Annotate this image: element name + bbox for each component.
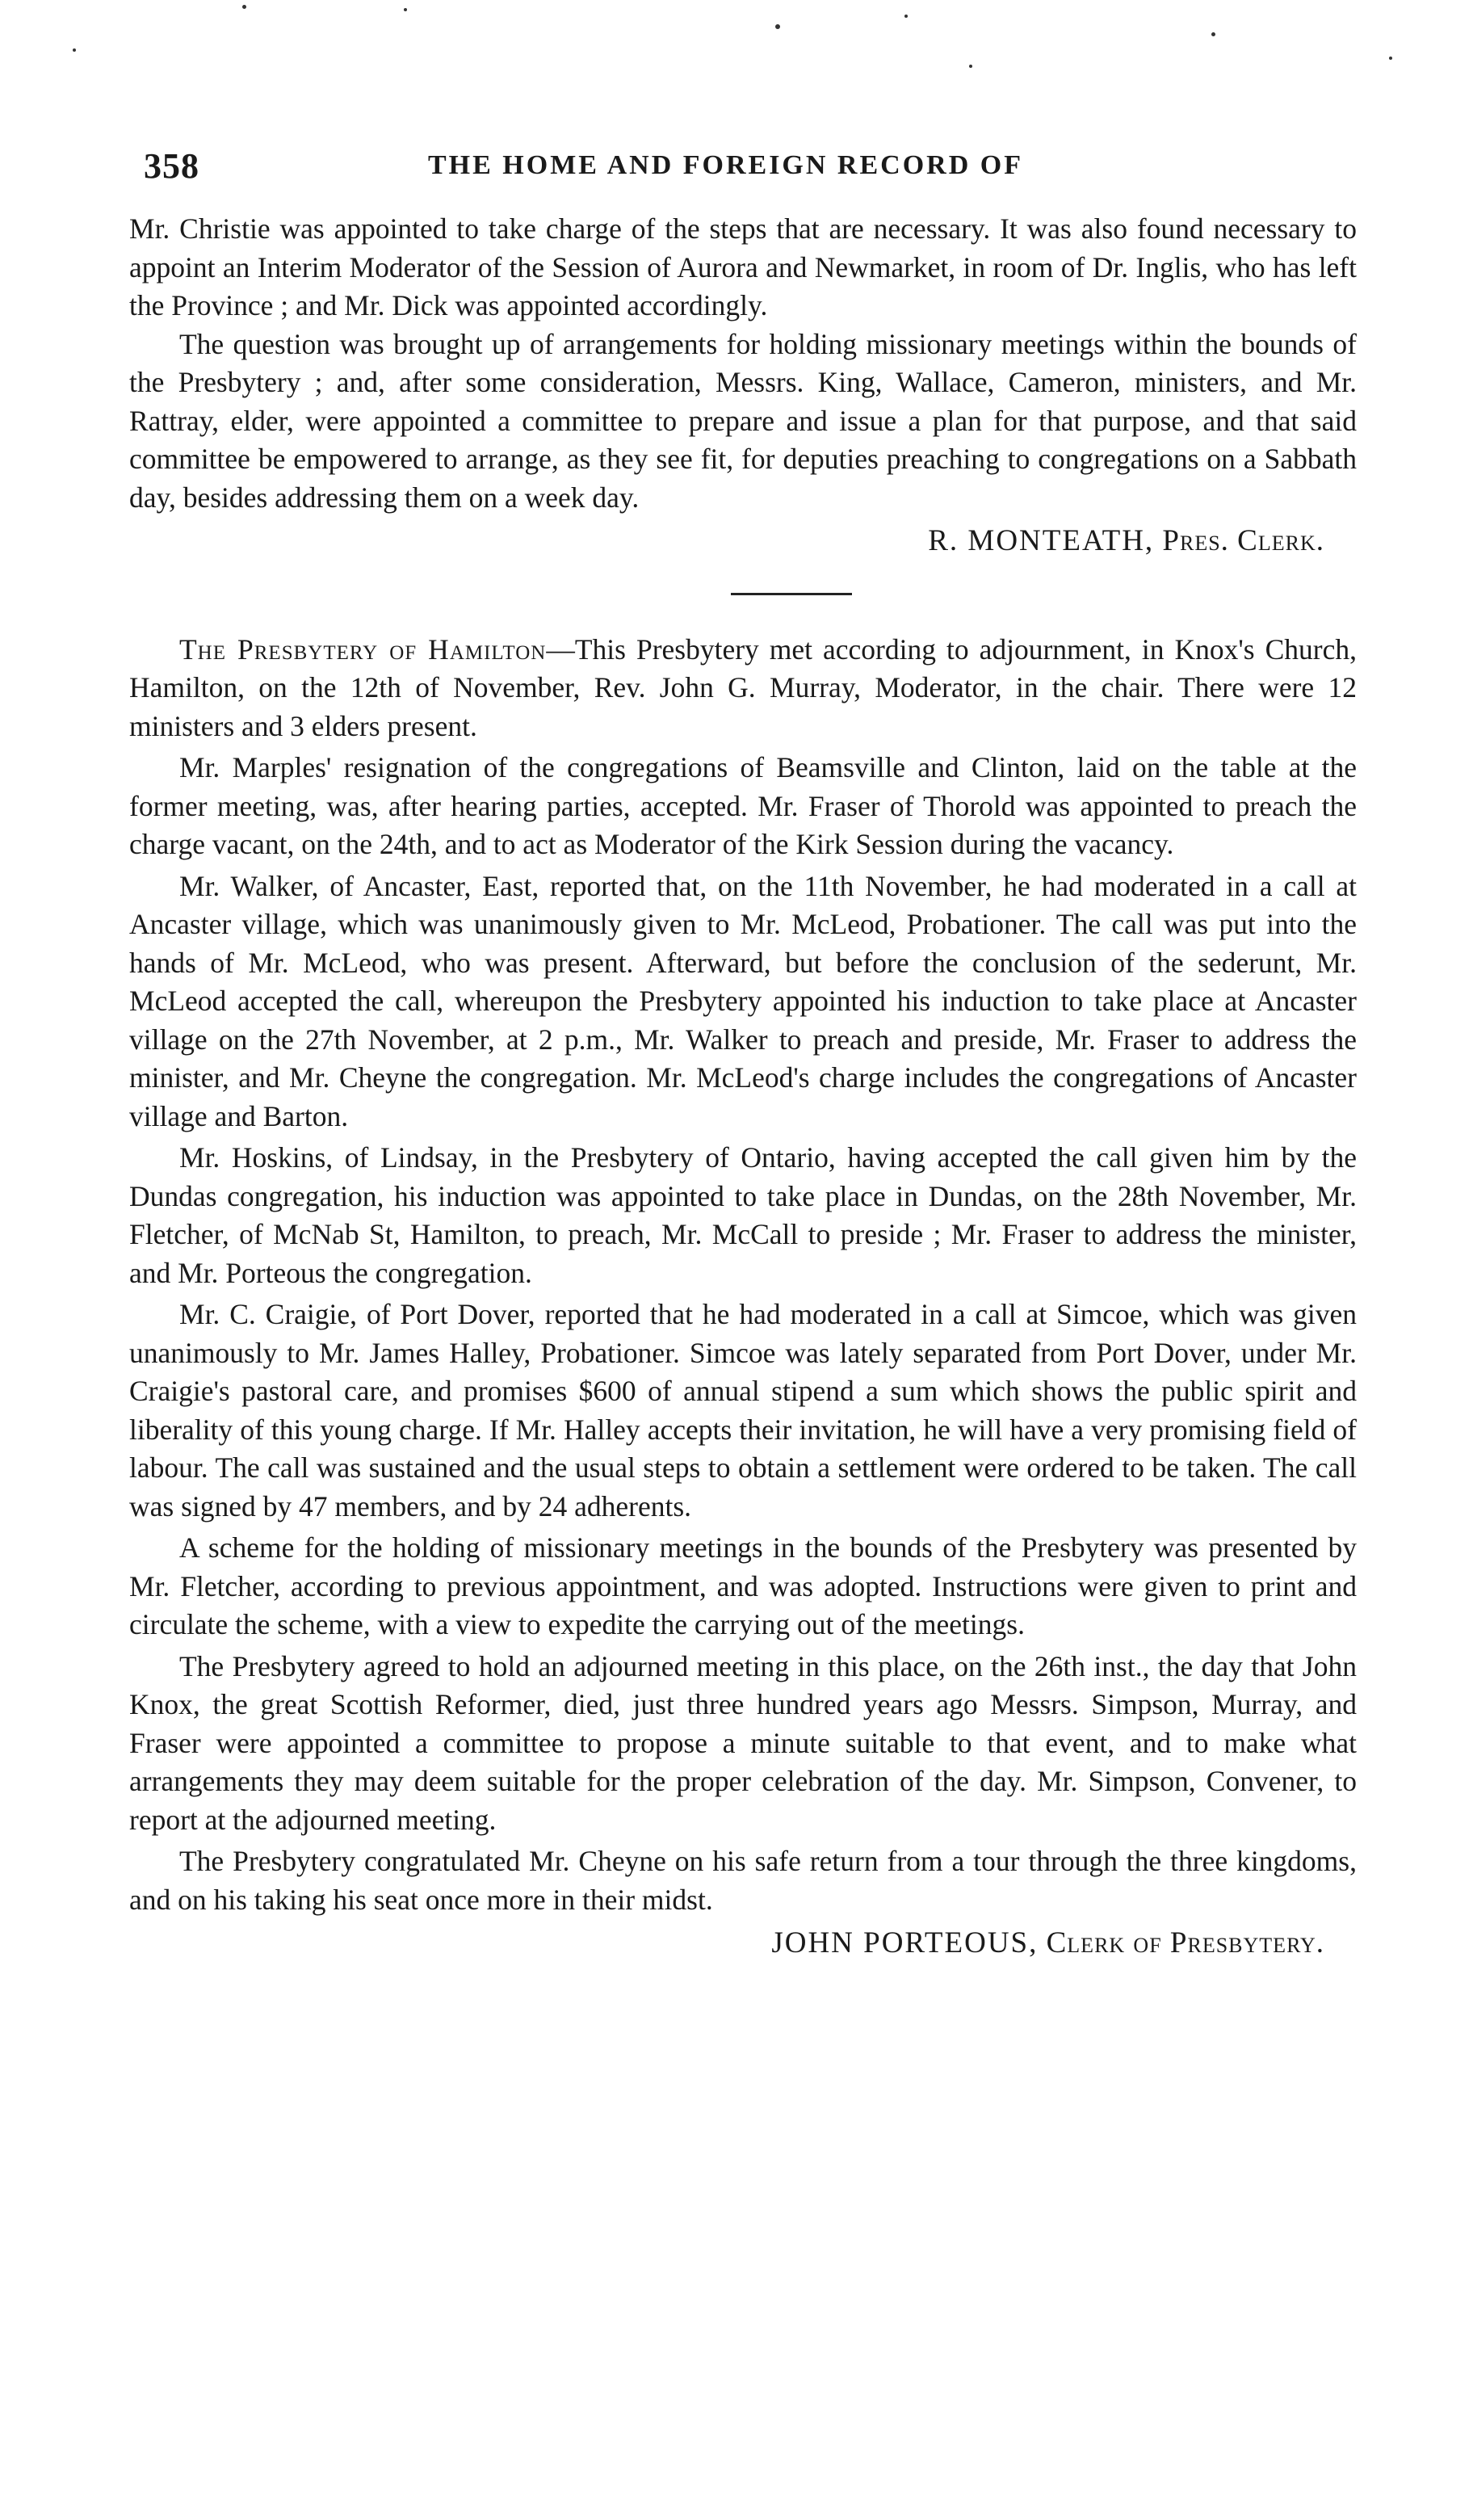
signature-title: Clerk of Presbytery.	[1046, 1926, 1324, 1959]
signature	[129, 1924, 1357, 1963]
section-hamilton-report	[129, 631, 1357, 1963]
page-number: 358	[144, 146, 199, 186]
paragraph: Mr. C. Craigie, of Port Dover, reported that he had moderated in a call at Simcoe, which was given unanimously to Mr. James Halley, Probationer. Simcoe was lately separated from Port Dover, under Mr. Craigie's pastoral care, and promises $600 of annual stipend a sum which shows the public spirit and liberality of this young charge. If Mr. Halley accepts their invitation, he will have a very promising field of labour. The call was sustained and the usual steps to obtain a settlement were ordered to be taken. The call was signed by 47 members, and by 24 adherents.	[129, 1298, 1357, 1522]
section-divider	[731, 593, 852, 595]
paragraph: Mr. Marples' resignation of the congregations of Beamsville and Clinton, laid on the table at the former meeting, was, after hearing parties, accepted. Mr. Fraser of Thorold was appointed to preach the charge vacant, on the 24th, and to act as Moderator of the Kirk Session during the vacancy.	[129, 751, 1357, 860]
paragraph: The question was brought up of arrangements for holding missionary meetings within the bounds of the Presbytery ; and, after some consideration, Messrs. King, Wallace, Cameron, ministers, and Mr. Rattray, elder, were appointed a committee to prepare and issue a plan for that purpose, and that said committee be empowered to arrange, as they see fit, for deputies preaching to congregations on a Sabbath day, besides addressing them on a week day.	[129, 327, 1357, 514]
paragraph: Mr. Hoskins, of Lindsay, in the Presbytery of Ontario, having accepted the call given him by the Dundas congregation, his induction was appointed to take place in Dundas, on the 28th November, Mr. Fletcher, of McNab St, Hamilton, to preach, Mr. McCall to preside ; Mr. Fraser to address the minister, and Mr. Porteous the congregation.	[129, 1141, 1357, 1289]
paragraph: Mr. Walker, of Ancaster, East, reported that, on the 11th November, he had moderated in a call at Ancaster village, which was unanimously given to Mr. McLeod, Probationer. The call was put into the hands of Mr. McLeod, who was present. Afterward, but before the conclusion of the sederunt, Mr. McLeod accepted the call, whereupon the Presbytery appointed his induction to take place at Ancaster village on the 27th November, at 2 p.m., Mr. Walker to preach and preside, Mr. Fraser to address the minister, and Mr. Cheyne the congregation. Mr. McLeod's charge includes the congregations of Ancaster village and Barton.	[129, 869, 1357, 1132]
signature-name: R. MONTEATH,	[928, 524, 1155, 557]
speck	[1389, 57, 1392, 60]
paragraph: The Presbytery agreed to hold an adjourned meeting in this place, on the 26th inst., the day that John Knox, the great Scottish Reformer, died, just three hundred years ago Messrs. Simpson, Murray, and Fraser were appointed a committee to propose a minute suitable to that event, and to make what arrangements they may deem suitable for the proper celebration of the day. Mr. Simpson, Convener, to report at the adjourned meeting.	[129, 1649, 1357, 1836]
speck	[73, 48, 76, 52]
signature-name: JOHN PORTEOUS,	[771, 1926, 1039, 1959]
paragraph: Mr. Christie was appointed to take charge of the steps that are necessary. It was also found necessary to appoint an Interim Moderator of the Session of Aurora and Newmarket, in room of Dr. Inglis, who has left the Province ; and Mr. Dick was appointed accordingly.	[129, 212, 1357, 321]
paragraph: The Presbytery congratulated Mr. Cheyne on his safe return from a tour through the three kingdoms, and on his taking his seat once more in their midst.	[129, 1845, 1357, 1916]
speck	[775, 24, 780, 29]
speck	[904, 15, 908, 18]
speck	[1211, 32, 1215, 36]
signature-title: Pres. Clerk.	[1162, 524, 1324, 557]
section-title: The Presbytery of Hamilton	[179, 632, 547, 666]
speck	[404, 8, 407, 11]
section-toronto-report	[129, 210, 1357, 561]
page-header	[129, 145, 1357, 210]
section-intro-text: —This Presbytery met according to adjournment, in Knox's Church, Hamilton, on the 12th of November, Rev. John G. Murray, Moderator, in the chair. There were 12 ministers and 3 elders present.	[129, 632, 1357, 742]
speck	[242, 5, 246, 9]
paragraph: A scheme for the holding of missionary meetings in the bounds of the Presbytery was presented by Mr. Fletcher, according to previous appointment, and was adopted. Instructions were given to print and circulate the scheme, with a view to expedite the carrying out of the meetings.	[129, 1531, 1357, 1640]
running-head: THE HOME AND FOREIGN RECORD OF	[428, 150, 1023, 180]
speck	[969, 65, 972, 68]
signature	[129, 522, 1357, 561]
section-intro-paragraph	[129, 631, 1357, 746]
document-page	[129, 145, 1357, 1963]
